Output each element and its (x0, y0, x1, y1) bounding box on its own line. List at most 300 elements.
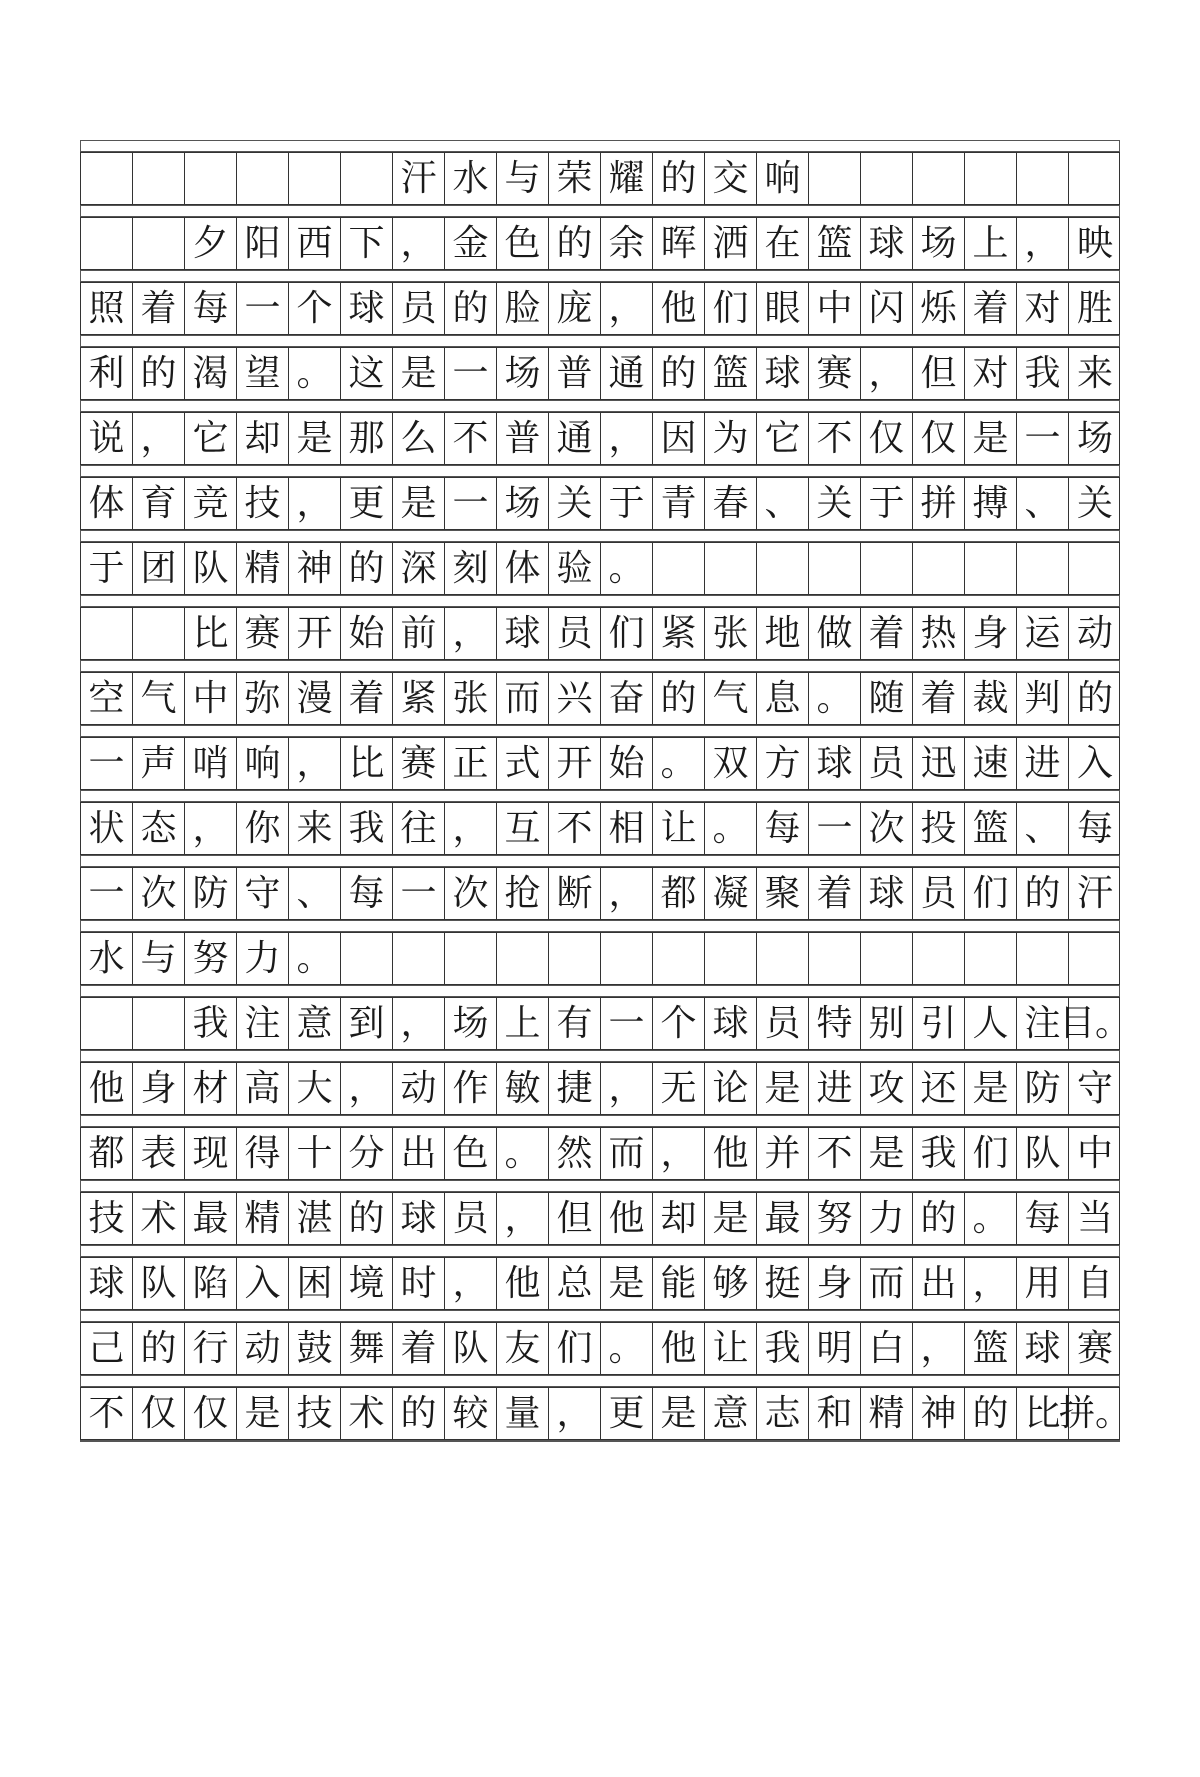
grid-cell (913, 933, 965, 984)
grid-cell: 更 (601, 1388, 653, 1439)
grid-cell: ， (445, 803, 497, 854)
grid-row (80, 932, 1120, 985)
grid-cell: 努 (809, 1193, 861, 1244)
grid-cell: 他 (653, 1323, 705, 1374)
grid-cell: 的 (341, 1193, 393, 1244)
grid-cell: 普 (497, 413, 549, 464)
grid-cell (1069, 153, 1121, 204)
grid-cell: 表 (133, 1128, 185, 1179)
grid-cell: 着 (913, 673, 965, 724)
grid-row (80, 282, 1120, 335)
grid-row (80, 607, 1120, 660)
grid-cell: 着 (393, 1323, 445, 1374)
grid-cell: 总 (549, 1258, 601, 1309)
grid-cell: 场 (497, 348, 549, 399)
grid-cell: 、 (289, 868, 341, 919)
grid-cell: 球 (393, 1193, 445, 1244)
grid-cell: 我 (1017, 348, 1069, 399)
grid-row (80, 737, 1120, 790)
grid-cell: 入 (1076, 742, 1113, 784)
grid-cell: 在 (757, 218, 809, 269)
grid-cell: 然 (549, 1128, 601, 1179)
grid-cell: 更 (341, 478, 393, 529)
grid-cell: 是 (965, 1063, 1017, 1114)
grid-cell: 是 (237, 1388, 289, 1439)
grid-cell: 你 (237, 803, 289, 854)
row-spacer-band (80, 1180, 1120, 1192)
grid-row (80, 542, 1120, 595)
grid-cell (861, 933, 913, 984)
row-spacer-band (80, 855, 1120, 867)
grid-cell: ， (445, 608, 497, 659)
grid-cell: ， (601, 283, 653, 334)
grid-cell: 他 (601, 1193, 653, 1244)
grid-cell: 用 (1017, 1258, 1069, 1309)
row-spacer-band (80, 205, 1120, 217)
grid-cell (185, 153, 237, 204)
grid-cell: 都 (81, 1128, 133, 1179)
grid-cell: 我 (913, 1128, 965, 1179)
grid-cell: 着 (341, 673, 393, 724)
grid-cell (913, 543, 965, 594)
grid-cell: 精 (237, 1193, 289, 1244)
grid-cell: 术 (133, 1193, 185, 1244)
grid-cell: 。 (705, 803, 757, 854)
grid-cell (757, 543, 809, 594)
grid-cell: 场 (1076, 417, 1113, 459)
grid-cell: 每 (757, 803, 809, 854)
grid-cell: ， (393, 218, 445, 269)
grid-cell: ， (913, 1323, 965, 1374)
grid-cell: 方 (757, 738, 809, 789)
grid-cell: 来 (1076, 352, 1113, 394)
grid-cell: 进 (1017, 738, 1069, 789)
grid-cell: ， (1017, 218, 1069, 269)
essay-grid-paper (80, 140, 1132, 1777)
row-spacer-band (80, 1245, 1120, 1257)
grid-cell: 开 (289, 608, 341, 659)
grid-cell: 境 (341, 1258, 393, 1309)
grid-cell: 西 (289, 218, 341, 269)
grid-cell: 篮 (705, 348, 757, 399)
grid-cell: ， (341, 1063, 393, 1114)
grid-cell: 是 (861, 1128, 913, 1179)
grid-cell: 的 (1017, 868, 1069, 919)
grid-cell: 每 (1076, 807, 1113, 849)
grid-cell: 球 (861, 868, 913, 919)
grid-cell: 、 (1017, 478, 1069, 529)
grid-cell: 进 (809, 1063, 861, 1114)
grid-cell: 防 (1017, 1063, 1069, 1114)
grid-cell: 竞 (185, 478, 237, 529)
grid-cell: 队 (1017, 1128, 1069, 1179)
grid-cell: 目。 (1059, 1002, 1132, 1044)
grid-cell: 一 (445, 348, 497, 399)
grid-row (80, 997, 1132, 1050)
grid-cell: 这 (341, 348, 393, 399)
grid-cell: 交 (705, 153, 757, 204)
grid-cell: 兴 (549, 673, 601, 724)
grid-cell: 聚 (757, 868, 809, 919)
grid-cell: 照 (81, 283, 133, 334)
grid-cell: 赛 (393, 738, 445, 789)
grid-cell: 烁 (913, 283, 965, 334)
grid-cell: 球 (341, 283, 393, 334)
grid-cell: 有 (549, 998, 601, 1049)
grid-cell: 还 (913, 1063, 965, 1114)
grid-cell: 员 (913, 868, 965, 919)
grid-cell: 张 (445, 673, 497, 724)
grid-cell (1017, 933, 1069, 984)
grid-cell: 因 (653, 413, 705, 464)
grid-cell: 余 (601, 218, 653, 269)
row-spacer-band (80, 1050, 1120, 1062)
grid-cell: 我 (341, 803, 393, 854)
grid-cell: 湛 (289, 1193, 341, 1244)
row-spacer-band (80, 335, 1120, 347)
grid-cell: 队 (185, 543, 237, 594)
grid-cell: 球 (757, 348, 809, 399)
grid-cell: 息 (757, 673, 809, 724)
grid-cell (965, 153, 1017, 204)
grid-cell: 不 (809, 413, 861, 464)
grid-cell: 十 (289, 1128, 341, 1179)
grid-cell: 汗 (1076, 872, 1113, 914)
grid-cell: 自 (1076, 1262, 1113, 1304)
grid-cell: ， (497, 1193, 549, 1244)
grid-cell: 入 (237, 1258, 289, 1309)
grid-cell: 望 (237, 348, 289, 399)
grid-cell: 动 (1076, 612, 1113, 654)
grid-cell: 篮 (965, 803, 1017, 854)
grid-cell: 往 (393, 803, 445, 854)
grid-cell: ， (653, 1128, 705, 1179)
grid-cell: 己 (81, 1323, 133, 1374)
grid-cell: 挺 (757, 1258, 809, 1309)
grid-cell: 是 (757, 1063, 809, 1114)
grid-cell: 开 (549, 738, 601, 789)
grid-cell: 们 (549, 1323, 601, 1374)
grid-cell: 不 (549, 803, 601, 854)
grid-cell: 神 (289, 543, 341, 594)
grid-cell: 关 (809, 478, 861, 529)
grid-cell: 每 (185, 283, 237, 334)
grid-cell (393, 933, 445, 984)
grid-cell: 次 (133, 868, 185, 919)
grid-cell: 正 (445, 738, 497, 789)
grid-cell: 渴 (185, 348, 237, 399)
grid-cell: 守 (237, 868, 289, 919)
row-spacer-band (80, 1440, 1120, 1442)
grid-cell: 比 (1017, 1388, 1069, 1439)
grid-cell: 球 (861, 218, 913, 269)
grid-cell: 做 (809, 608, 861, 659)
grid-cell: 精 (861, 1388, 913, 1439)
grid-cell (133, 153, 185, 204)
grid-cell: 友 (497, 1323, 549, 1374)
grid-cell: 利 (81, 348, 133, 399)
grid-cell: 努 (185, 933, 237, 984)
grid-cell: 的 (549, 218, 601, 269)
grid-cell: 的 (913, 1193, 965, 1244)
row-spacer-band (80, 985, 1120, 997)
grid-cell: ， (185, 803, 237, 854)
grid-cell: 色 (497, 218, 549, 269)
grid-cell: 团 (133, 543, 185, 594)
grid-cell: 注 (237, 998, 289, 1049)
grid-cell: 空 (81, 673, 133, 724)
grid-cell: 断 (549, 868, 601, 919)
row-spacer-band (80, 400, 1120, 412)
grid-cell: 场 (913, 218, 965, 269)
grid-row (80, 672, 1120, 725)
grid-cell (1017, 543, 1069, 594)
grid-cell: 一 (601, 998, 653, 1049)
grid-cell: 双 (705, 738, 757, 789)
grid-cell (809, 153, 861, 204)
grid-cell: 当 (1076, 1197, 1113, 1239)
grid-cell: 胜 (1076, 287, 1113, 329)
grid-cell (653, 933, 705, 984)
grid-cell: 哨 (185, 738, 237, 789)
grid-cell: 员 (757, 998, 809, 1049)
grid-cell: 次 (861, 803, 913, 854)
grid-cell: 金 (445, 218, 497, 269)
grid-cell: 。 (653, 738, 705, 789)
grid-cell: 是 (393, 348, 445, 399)
grid-cell: ， (445, 1258, 497, 1309)
grid-cell: 注 (1017, 998, 1069, 1049)
grid-cell: 晖 (653, 218, 705, 269)
grid-cell: 判 (1017, 673, 1069, 724)
grid-cell: 力 (861, 1193, 913, 1244)
grid-cell: 身 (133, 1063, 185, 1114)
grid-cell: 攻 (861, 1063, 913, 1114)
grid-cell: 神 (913, 1388, 965, 1439)
grid-cell: 但 (549, 1193, 601, 1244)
grid-cell: 篮 (965, 1323, 1017, 1374)
grid-cell: 脸 (497, 283, 549, 334)
grid-cell: 于 (81, 543, 133, 594)
grid-cell: 为 (705, 413, 757, 464)
grid-cell: 对 (1017, 283, 1069, 334)
grid-cell (705, 933, 757, 984)
grid-cell (445, 933, 497, 984)
grid-cell: 。 (965, 1193, 1017, 1244)
grid-cell: 舞 (341, 1323, 393, 1374)
grid-cell: 他 (653, 283, 705, 334)
grid-row (80, 1127, 1120, 1180)
grid-cell (289, 153, 341, 204)
grid-cell: 水 (445, 153, 497, 204)
grid-cell: 是 (653, 1388, 705, 1439)
grid-cell: 他 (497, 1258, 549, 1309)
row-spacer-band (80, 270, 1120, 282)
grid-cell (757, 933, 809, 984)
grid-cell: 随 (861, 673, 913, 724)
grid-cell: ， (861, 348, 913, 399)
grid-cell: 关 (1076, 482, 1113, 524)
grid-row (80, 1062, 1120, 1115)
grid-cell (913, 153, 965, 204)
grid-cell: 一 (1017, 413, 1069, 464)
grid-cell: 闪 (861, 283, 913, 334)
grid-cell: 动 (237, 1323, 289, 1374)
grid-cell: 紧 (653, 608, 705, 659)
grid-cell: 队 (445, 1323, 497, 1374)
grid-cell: 与 (133, 933, 185, 984)
grid-cell: 们 (601, 608, 653, 659)
grid-cell: 体 (81, 478, 133, 529)
grid-cell: 行 (185, 1323, 237, 1374)
grid-cell: 一 (445, 478, 497, 529)
grid-cell: 精 (237, 543, 289, 594)
row-spacer-band (80, 725, 1120, 737)
grid-cell: 防 (185, 868, 237, 919)
grid-cell: 比 (185, 608, 237, 659)
grid-cell: 球 (809, 738, 861, 789)
grid-cell: 我 (757, 1323, 809, 1374)
grid-cell: 时 (393, 1258, 445, 1309)
grid-cell: ， (289, 738, 341, 789)
grid-cell: 水 (81, 933, 133, 984)
grid-cell: 引 (913, 998, 965, 1049)
grid-cell (341, 933, 393, 984)
grid-cell: 的 (133, 1323, 185, 1374)
grid-cell: ， (393, 998, 445, 1049)
grid-cell: 凝 (705, 868, 757, 919)
grid-cell (133, 998, 185, 1049)
grid-cell: 球 (1017, 1323, 1069, 1374)
grid-cell: 个 (289, 283, 341, 334)
grid-cell: 春 (705, 478, 757, 529)
grid-cell: 鼓 (289, 1323, 341, 1374)
grid-cell: 材 (185, 1063, 237, 1114)
grid-cell: 得 (237, 1128, 289, 1179)
grid-cell: 张 (705, 608, 757, 659)
grid-cell: 关 (549, 478, 601, 529)
grid-cell: 对 (965, 348, 1017, 399)
grid-cell: 色 (445, 1128, 497, 1179)
grid-cell: 一 (81, 868, 133, 919)
grid-cell: 他 (81, 1063, 133, 1114)
grid-cell: 陷 (185, 1258, 237, 1309)
grid-cell: 赛 (1076, 1327, 1113, 1369)
grid-cell: 深 (393, 543, 445, 594)
grid-cell: 不 (81, 1388, 133, 1439)
grid-cell: 们 (705, 283, 757, 334)
grid-cell: 它 (185, 413, 237, 464)
grid-cell: 球 (497, 608, 549, 659)
grid-cell: ， (965, 1258, 1017, 1309)
grid-cell: 到 (341, 998, 393, 1049)
grid-cell: 漫 (289, 673, 341, 724)
grid-cell: 育 (133, 478, 185, 529)
grid-cell: 中 (809, 283, 861, 334)
grid-cell: 意 (289, 998, 341, 1049)
grid-cell (861, 543, 913, 594)
grid-cell: 上 (965, 218, 1017, 269)
grid-cell: 拼 (913, 478, 965, 529)
grid-cell: 都 (653, 868, 705, 919)
grid-cell: 是 (705, 1193, 757, 1244)
grid-cell: 荣 (549, 153, 601, 204)
grid-cell: 员 (445, 1193, 497, 1244)
grid-cell: 验 (549, 543, 601, 594)
grid-cell: 的 (653, 153, 705, 204)
grid-cell (81, 998, 133, 1049)
grid-cell: 技 (289, 1388, 341, 1439)
grid-cell: 。 (289, 933, 341, 984)
grid-cell: 声 (133, 738, 185, 789)
grid-cell: 而 (497, 673, 549, 724)
grid-cell: 的 (133, 348, 185, 399)
grid-cell (861, 153, 913, 204)
grid-cell: 无 (653, 1063, 705, 1114)
grid-cell: 始 (341, 608, 393, 659)
grid-cell: 庞 (549, 283, 601, 334)
grid-cell: 让 (653, 803, 705, 854)
grid-cell: 们 (965, 1128, 1017, 1179)
grid-cell: 能 (653, 1258, 705, 1309)
grid-cell (1069, 543, 1121, 594)
grid-cell: 眼 (757, 283, 809, 334)
grid-cell (1017, 153, 1069, 204)
grid-cell: 球 (705, 998, 757, 1049)
grid-row (80, 867, 1120, 920)
grid-cell: 中 (1076, 1132, 1113, 1174)
grid-cell: 的 (965, 1388, 1017, 1439)
grid-cell (653, 543, 705, 594)
grid-cell: 人 (965, 998, 1017, 1049)
grid-cell: 明 (809, 1323, 861, 1374)
grid-cell: 他 (705, 1128, 757, 1179)
grid-cell: 映 (1076, 222, 1113, 264)
grid-cell: 前 (393, 608, 445, 659)
grid-cell: 裁 (965, 673, 1017, 724)
grid-cell: 出 (913, 1258, 965, 1309)
grid-row (80, 217, 1120, 270)
grid-cell: 最 (757, 1193, 809, 1244)
grid-cell: 一 (809, 803, 861, 854)
grid-row (80, 1387, 1132, 1440)
grid-cell: 最 (185, 1193, 237, 1244)
title-row (80, 152, 1120, 205)
grid-cell: 通 (601, 348, 653, 399)
grid-cell (341, 153, 393, 204)
grid-cell: 说 (81, 413, 133, 464)
grid-row (80, 412, 1120, 465)
grid-cell: 每 (1017, 1193, 1069, 1244)
grid-cell: 每 (341, 868, 393, 919)
grid-cell: 员 (393, 283, 445, 334)
grid-cell: 不 (809, 1128, 861, 1179)
grid-cell (965, 543, 1017, 594)
grid-cell: 技 (81, 1193, 133, 1244)
grid-cell (705, 543, 757, 594)
grid-cell: 员 (549, 608, 601, 659)
grid-cell: 一 (393, 868, 445, 919)
grid-cell: 始 (601, 738, 653, 789)
grid-cell: 么 (393, 413, 445, 464)
grid-cell (601, 933, 653, 984)
grid-cell: 抢 (497, 868, 549, 919)
grid-cell: 意 (705, 1388, 757, 1439)
grid-cell: 中 (185, 673, 237, 724)
grid-cell: 高 (237, 1063, 289, 1114)
grid-cell: 气 (705, 673, 757, 724)
grid-cell: 相 (601, 803, 653, 854)
